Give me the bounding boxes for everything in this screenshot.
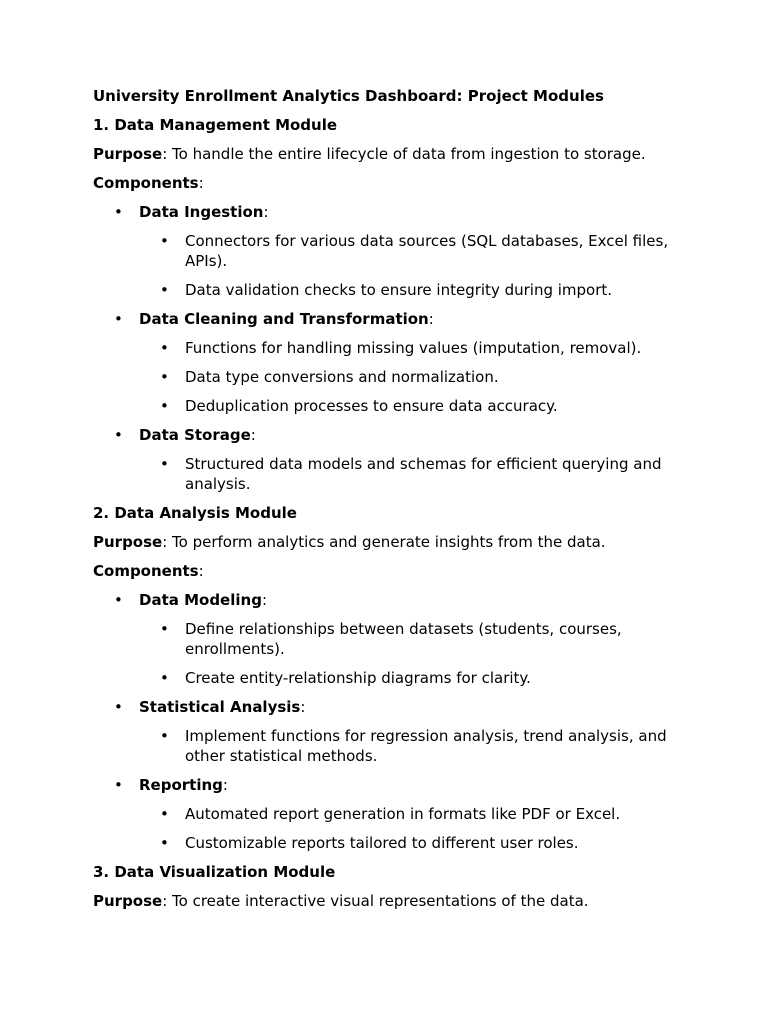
purpose-label: Purpose bbox=[93, 145, 163, 163]
list-item: • Automated report generation in formats like PDF or Excel. bbox=[139, 804, 673, 824]
list-item: • Create entity-relationship diagrams for clarity. bbox=[139, 668, 673, 688]
components-label: Components bbox=[93, 174, 199, 192]
component-name: Data Modeling bbox=[139, 591, 262, 609]
purpose-text: : To handle the entire lifecycle of data from ingestion to storage. bbox=[162, 145, 646, 163]
module-1-heading: 1. Data Management Module bbox=[93, 116, 338, 134]
component-detail-list bbox=[139, 619, 673, 688]
module-3-heading: 3. Data Visualization Module bbox=[93, 863, 336, 881]
component-item bbox=[93, 309, 673, 416]
module-2-purpose bbox=[93, 532, 673, 552]
component-detail-list bbox=[139, 338, 673, 416]
components-label: Components bbox=[93, 562, 199, 580]
component-item bbox=[93, 590, 673, 688]
component-colon: : bbox=[261, 591, 267, 609]
components-colon: : bbox=[198, 174, 204, 192]
list-item: • Functions for handling missing values (imputation, removal). bbox=[139, 338, 673, 358]
component-detail-list bbox=[139, 454, 673, 494]
list-item: • Implement functions for regression analysis, trend analysis, and other statistical methods. bbox=[139, 726, 673, 766]
purpose-text: : To create interactive visual representations of the data. bbox=[162, 892, 589, 910]
component-name: Reporting bbox=[139, 776, 223, 794]
list-item: • Structured data models and schemas for efficient querying and analysis. bbox=[139, 454, 673, 494]
purpose-label: Purpose bbox=[93, 533, 163, 551]
component-detail-list bbox=[139, 231, 673, 300]
component-name: Statistical Analysis bbox=[139, 698, 301, 716]
module-1-components-label bbox=[93, 173, 673, 193]
component-name: Data Ingestion bbox=[139, 203, 264, 221]
module-2-heading: 2. Data Analysis Module bbox=[93, 504, 297, 522]
list-item: • Connectors for various data sources (SQL databases, Excel files, APIs). bbox=[139, 231, 673, 271]
document-title: University Enrollment Analytics Dashboard: Project Modules bbox=[93, 87, 604, 105]
components-colon: : bbox=[198, 562, 204, 580]
component-item bbox=[93, 425, 673, 494]
component-item bbox=[93, 697, 673, 766]
component-name: Data Cleaning and Transformation bbox=[139, 310, 429, 328]
list-item: • Customizable reports tailored to different user roles. bbox=[139, 833, 673, 853]
component-item bbox=[93, 775, 673, 853]
module-1-purpose bbox=[93, 144, 673, 164]
component-colon: : bbox=[263, 203, 269, 221]
module-2-components-label bbox=[93, 561, 673, 581]
component-detail-list bbox=[139, 804, 673, 853]
component-item bbox=[93, 202, 673, 300]
list-item: • Data validation checks to ensure integrity during import. bbox=[139, 280, 673, 300]
component-colon: : bbox=[222, 776, 228, 794]
list-item: • Deduplication processes to ensure data accuracy. bbox=[139, 396, 673, 416]
component-name: Data Storage bbox=[139, 426, 251, 444]
document-page bbox=[93, 86, 673, 920]
module-2-component-list bbox=[93, 590, 673, 853]
component-colon: : bbox=[250, 426, 256, 444]
purpose-label: Purpose bbox=[93, 892, 163, 910]
module-3-purpose bbox=[93, 891, 673, 911]
component-colon: : bbox=[300, 698, 306, 716]
list-item: • Data type conversions and normalization. bbox=[139, 367, 673, 387]
component-colon: : bbox=[428, 310, 434, 328]
purpose-text: : To perform analytics and generate insights from the data. bbox=[162, 533, 606, 551]
module-1-component-list bbox=[93, 202, 673, 494]
component-detail-list bbox=[139, 726, 673, 766]
list-item: • Define relationships between datasets (students, courses, enrollments). bbox=[139, 619, 673, 659]
